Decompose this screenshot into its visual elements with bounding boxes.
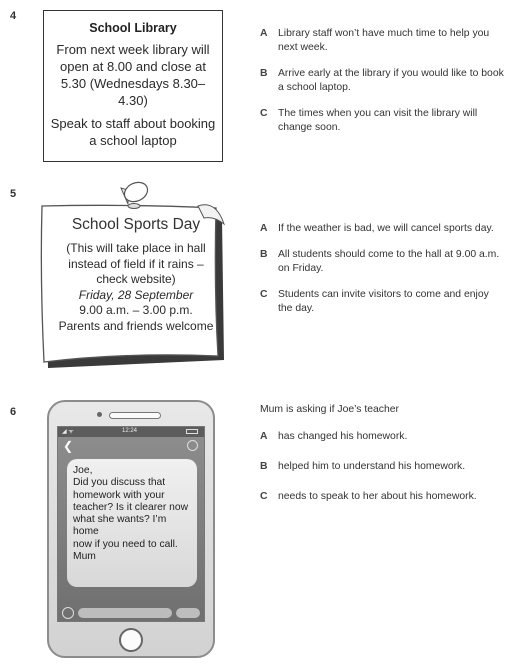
sign-date: Friday, 28 September [78, 287, 194, 302]
q6-options [260, 430, 505, 516]
message-bubble [67, 459, 197, 587]
sign-rain-note: (This will take place in hall instead of field if it rains – check website) [66, 241, 206, 286]
sign-time: 9.00 a.m. – 3.00 p.m. [79, 303, 193, 317]
option-b[interactable] [260, 67, 505, 95]
option-c[interactable] [260, 490, 505, 504]
battery-icon [186, 429, 198, 434]
profile-circle-icon [187, 440, 198, 451]
option-text: has changed his homework. [278, 431, 408, 442]
message-line: Did you discuss that [73, 477, 166, 489]
send-button [176, 608, 200, 618]
signal-icon: ◢ ᯤ [62, 429, 74, 435]
message-input-bar [62, 607, 200, 619]
question-number-6: 6 [10, 406, 17, 418]
option-letter: C [260, 491, 268, 502]
q4-options [260, 27, 505, 147]
notice-laptop-text: Speak to staff about booking a school laptop [50, 116, 216, 148]
q5-options [260, 222, 505, 328]
sign-title: School Sports Day [71, 216, 201, 233]
phone-illustration [47, 400, 215, 658]
option-letter: A [260, 431, 268, 442]
message-line: teacher? Is it clearer now [73, 501, 189, 513]
option-text: The times when you can visit the library will change soon. [278, 108, 478, 133]
option-text: Library staff won’t have much time to help you next week. [278, 28, 490, 53]
option-letter: A [260, 28, 268, 39]
question-number-5: 5 [10, 188, 17, 200]
notice-hours-text: From next week library will open at 8.00 and close at 5.30 (Wednesdays 8.30–4.30) [56, 42, 210, 108]
option-text: All students should come to the hall at 9.00 a.m. on Friday. [278, 249, 500, 274]
option-letter: B [260, 461, 268, 472]
back-arrow-icon: ❮ [63, 439, 74, 453]
library-notice [43, 10, 223, 162]
notice-title: School Library [89, 21, 177, 35]
option-letter: B [260, 249, 268, 260]
option-letter: A [260, 223, 268, 234]
speaker-icon [109, 412, 161, 419]
camera-button-icon [62, 607, 74, 619]
question-stem: Mum is asking if Joe’s teacher [260, 404, 399, 415]
option-a[interactable] [260, 222, 505, 236]
phone-screen [57, 426, 205, 622]
option-text: If the weather is bad, we will cancel sports day. [278, 223, 494, 234]
option-c[interactable] [260, 288, 505, 316]
message-line: now if you need to call. [73, 538, 178, 550]
message-line: what she wants? I’m home [73, 514, 167, 538]
status-time: 12:24 [122, 428, 138, 434]
option-a[interactable] [260, 430, 505, 444]
sign-welcome: Parents and friends welcome [58, 318, 214, 333]
message-line: homework with your [73, 489, 165, 501]
sports-day-sign [38, 178, 228, 370]
option-text: Students can invite visitors to come and enjoy the day. [278, 289, 489, 314]
status-bar [58, 427, 204, 437]
option-letter: C [260, 289, 268, 300]
option-letter: B [260, 68, 268, 79]
option-text: helped him to understand his homework. [278, 461, 466, 472]
option-b[interactable] [260, 248, 505, 276]
option-text: Arrive early at the library if you would like to book a school laptop. [278, 68, 504, 93]
option-text: needs to speak to her about his homework. [278, 491, 477, 502]
pin-icon [121, 179, 151, 209]
message-field [78, 608, 172, 618]
camera-icon [97, 412, 102, 417]
option-a[interactable] [260, 27, 505, 55]
message-line: Joe, [73, 465, 93, 476]
home-button [119, 628, 143, 652]
option-b[interactable] [260, 460, 505, 474]
question-number-4: 4 [10, 10, 17, 22]
message-line: Mum [73, 551, 96, 563]
option-c[interactable] [260, 107, 505, 135]
sign-text [56, 216, 216, 334]
option-letter: C [260, 108, 268, 119]
